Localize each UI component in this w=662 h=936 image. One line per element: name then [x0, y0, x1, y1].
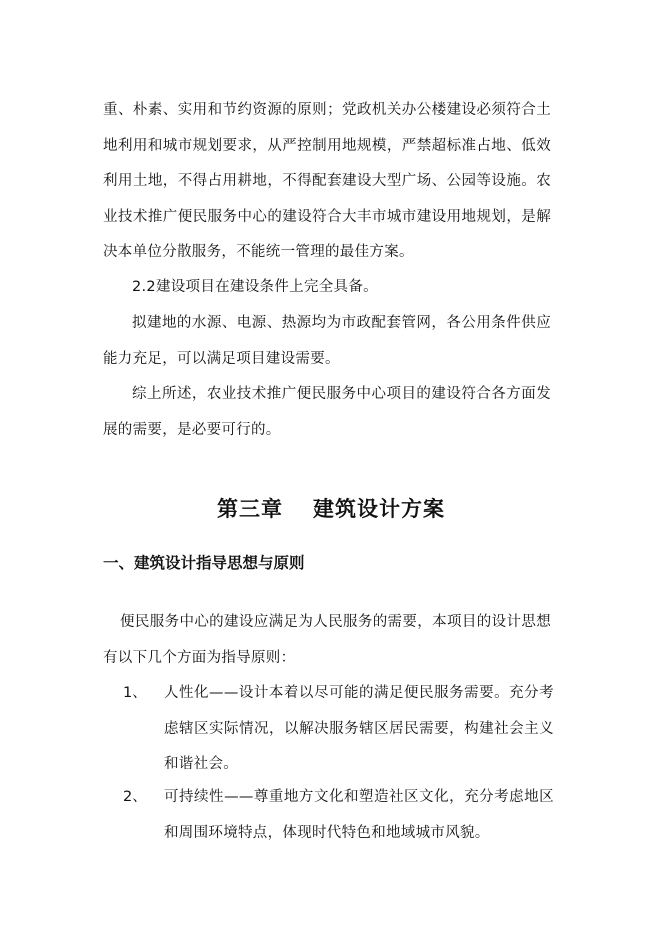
paragraph-2-2: 2.2建设项目在建设条件上完全具备。 [132, 279, 378, 295]
list-item-text: 可持续性——尊重地方文化和塑造社区文化，充分考虑地区和周围环境特点，体现时代特色和地域城市风貌。 [164, 789, 554, 841]
chapter-heading [0, 493, 662, 525]
list-item-text: 人性化——设计本着以尽可能的满足便民服务需要。充分考虑辖区实际情况，以解决服务辖区居民需要，构建社会主义和谐社会。 [164, 685, 554, 772]
paragraph-utilities: 拟建地的水源、电源、热源均为市政配套管网，各公用条件供应能力充足，可以满足项目建设需要。 [103, 315, 551, 367]
list-item-number: 1、 [123, 685, 147, 701]
chapter-title: 建筑设计方案 [313, 496, 445, 521]
paragraph-continued: 重、朴素、实用和节约资源的原则；党政机关办公楼建设必须符合土地利用和城市规划要求，从严控制用地规模，严禁超标准占地、低效利用土地，不得占用耕地，不得配套建设大型广场、公园等设施。农业技术推广便民服务中心的建设符合大丰市城市建设用地规划，是解决本单位分散服务，不能统一管理的最佳方案。 [103, 102, 551, 260]
paragraph-section-intro: 便民服务中心的建设应满足为人民服务的需要，本项目的设计思想有以下几个方面为指导原则： [103, 614, 551, 666]
chapter-label: 第三章 [217, 496, 283, 521]
list-item-number: 2、 [123, 789, 147, 805]
paragraph-summary: 综上所述，农业技术推广便民服务中心项目的建设符合各方面发展的需要，是必要可行的。 [103, 386, 551, 438]
section-heading: 一、建筑设计指导思想与原则 [103, 554, 305, 572]
